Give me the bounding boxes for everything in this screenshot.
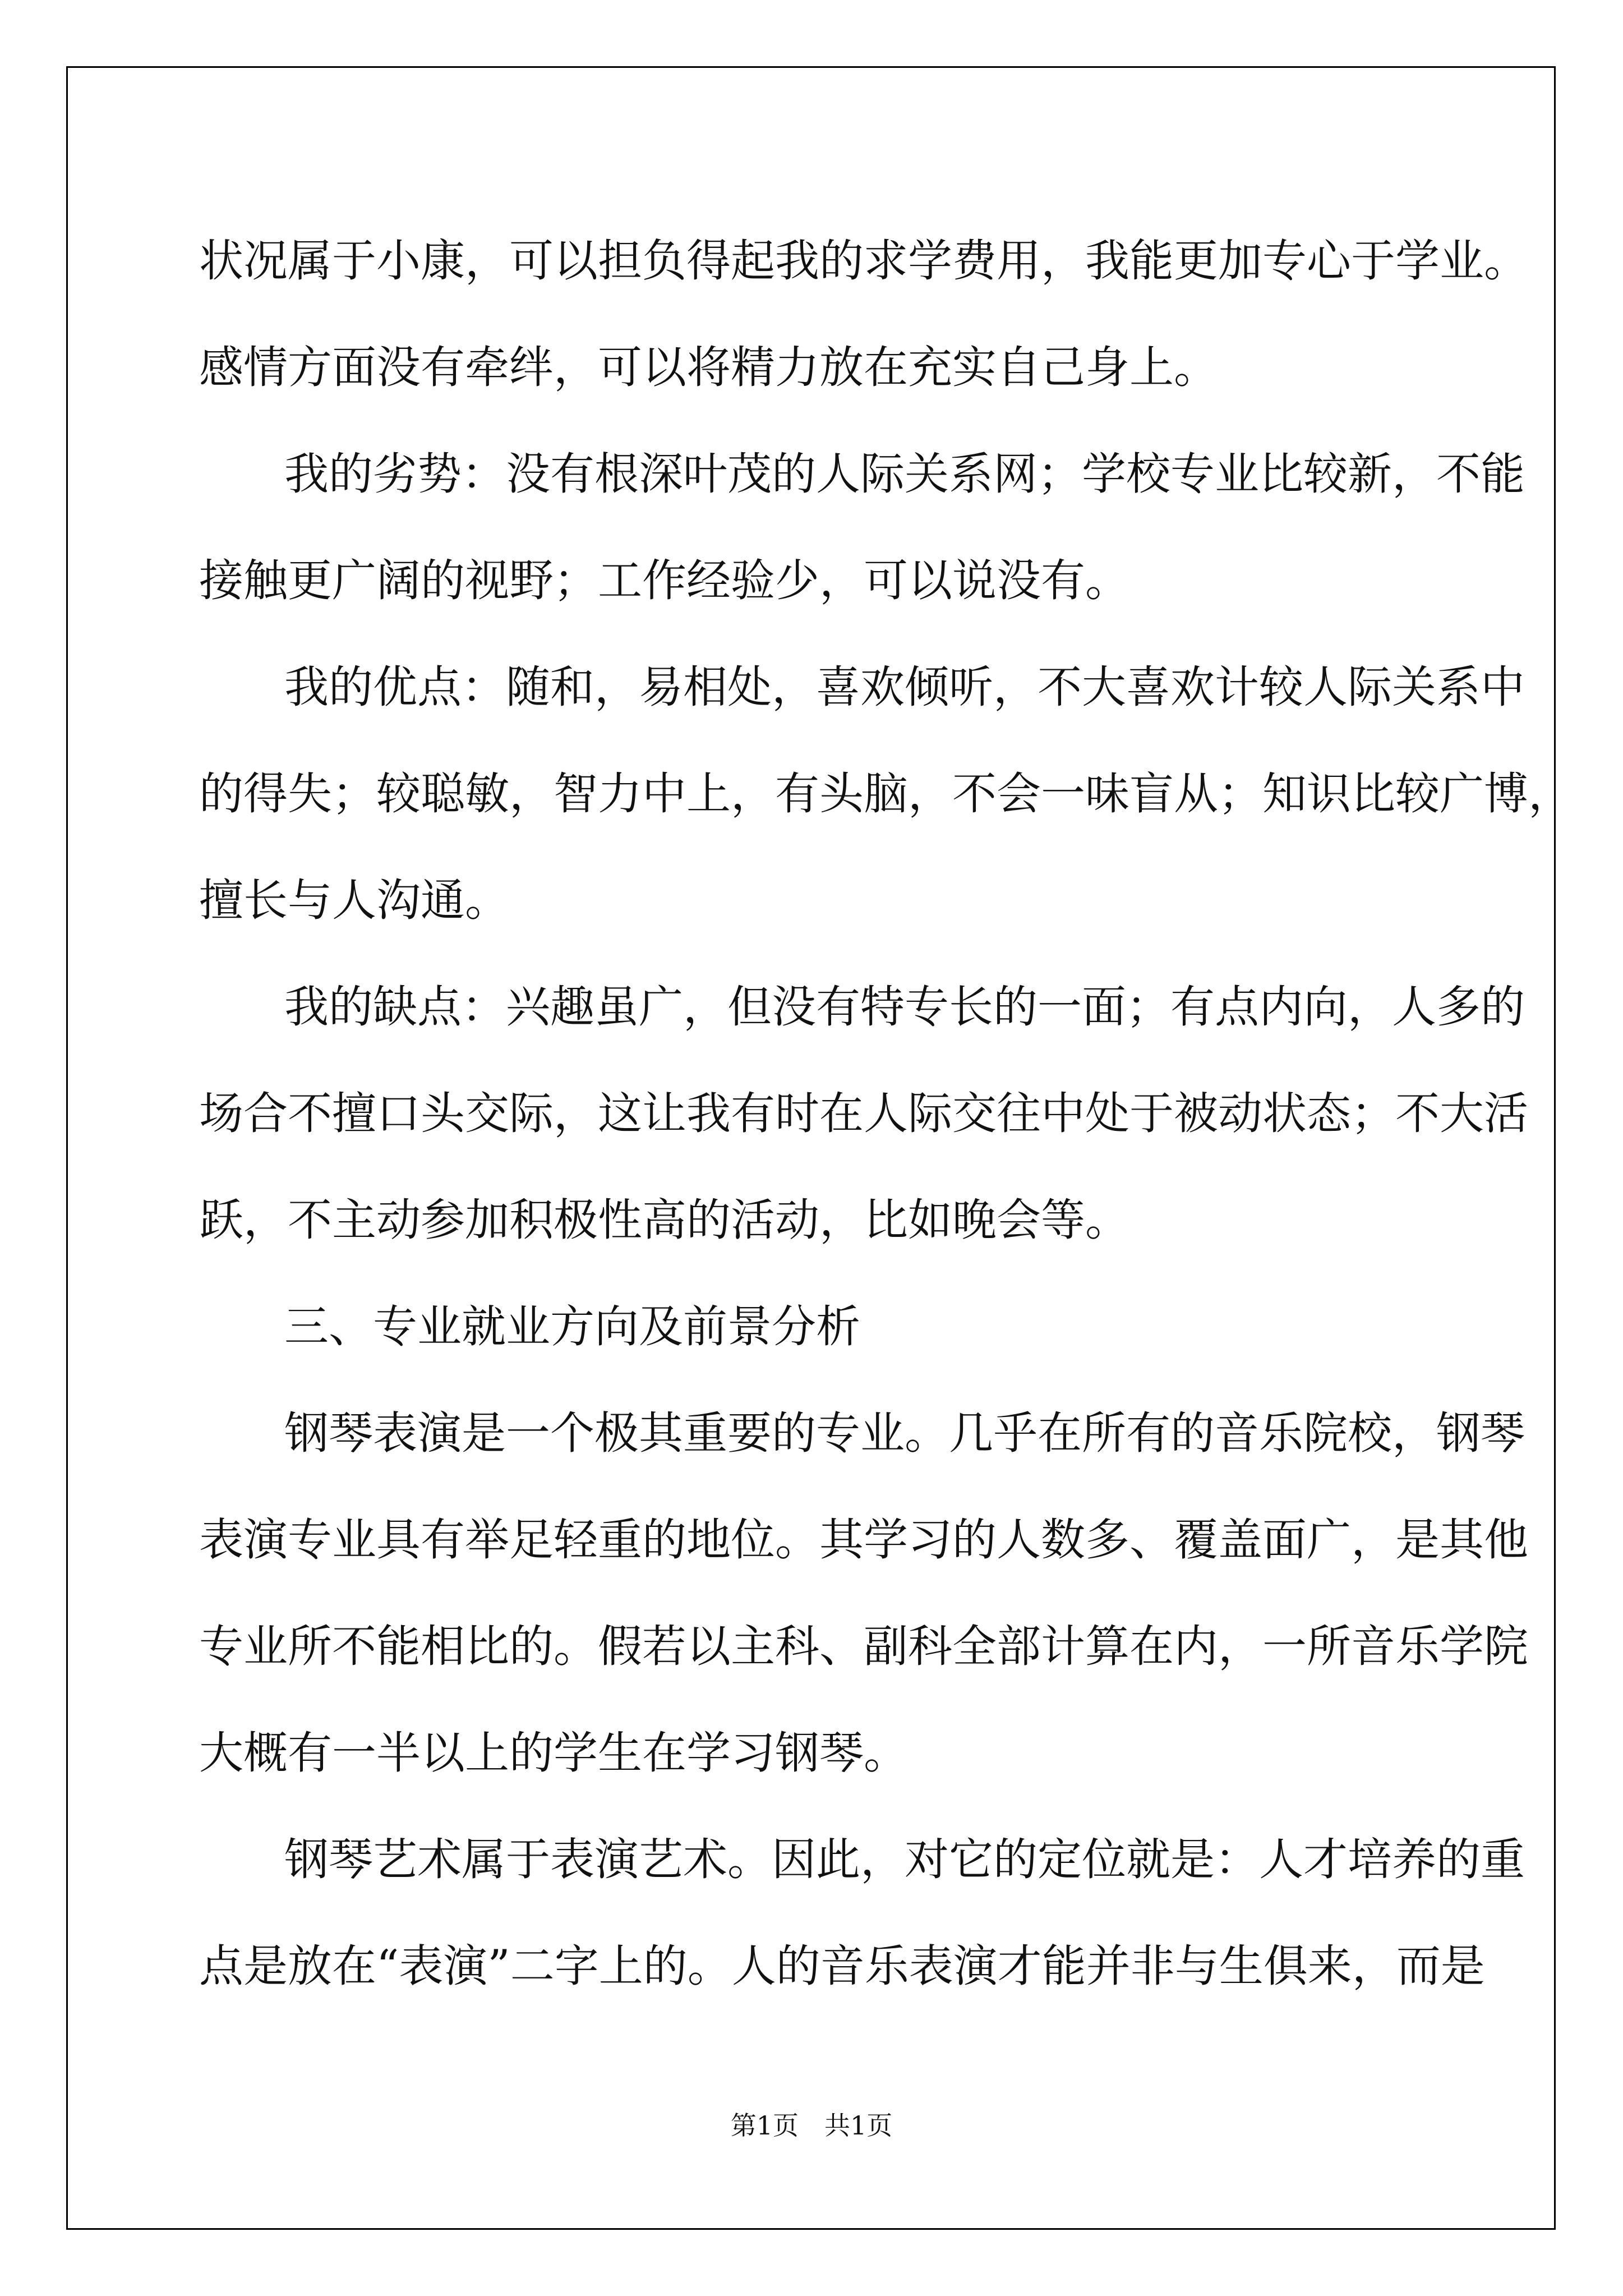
paragraph-start: 钢琴艺术属于表演艺术。因此，对它的定位就是：人才培养的重 <box>284 1834 1525 1885</box>
paragraph-start: 钢琴表演是一个极其重要的专业。几乎在所有的音乐院校，钢琴 <box>284 1407 1525 1459</box>
text-line: 接触更广阔的视野；工作经验少，可以说没有。 <box>199 555 1129 606</box>
text-line: 感情方面没有牵绊，可以将精力放在充实自己身上。 <box>199 342 1218 393</box>
text-line: 场合不擅口头交际，这让我有时在人际交往中处于被动状态；不大活 <box>199 1088 1528 1139</box>
page-footer: 第1页 共1页 <box>730 2110 893 2141</box>
text-line: 表演专业具有举足轻重的地位。其学习的人数多、覆盖面广，是其他 <box>199 1514 1528 1566</box>
document-body <box>199 208 1573 2019</box>
text-line: 大概有一半以上的学生在学习钢琴。 <box>199 1727 908 1779</box>
paragraph-start: 我的优点：随和，易相处，喜欢倾听，不大喜欢计较人际关系中 <box>284 661 1525 713</box>
text-line: 点是放在“表演”二字上的。人的音乐表演才能并非与生俱来，而是 <box>199 1940 1485 1992</box>
text-line: 擅长与人沟通。 <box>199 875 509 926</box>
section-heading: 三、专业就业方向及前景分析 <box>284 1301 860 1352</box>
paragraph-start: 我的劣势：没有根深叶茂的人际关系网；学校专业比较新，不能 <box>284 448 1525 500</box>
text-line: 状况属于小康，可以担负得起我的求学费用，我能更加专心于学业。 <box>199 235 1528 287</box>
text-line: 跃，不主动参加积极性高的活动，比如晚会等。 <box>199 1194 1129 1246</box>
paragraph-start: 我的缺点：兴趣虽广，但没有特专长的一面；有点内向，人多的 <box>284 981 1525 1033</box>
text-line: 的得失；较聪敏，智力中上，有头脑，不会一味盲从；知识比较广博， <box>199 768 1573 820</box>
text-line: 专业所不能相比的。假若以主科、副科全部计算在内，一所音乐学院 <box>199 1621 1528 1672</box>
